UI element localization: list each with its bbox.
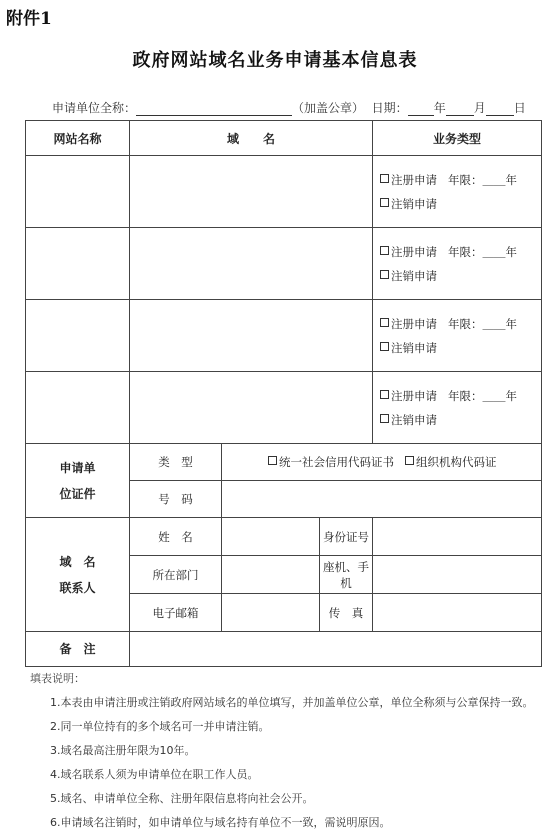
business-type-cell: [373, 228, 542, 300]
id-number-field[interactable]: [373, 518, 542, 556]
header-business-type: 业务类型: [373, 121, 542, 156]
instruction-item: 3.域名最高注册年限为10年。: [50, 744, 196, 757]
credential-number-label: 号 码: [130, 481, 222, 518]
day-label: 日: [513, 101, 526, 115]
month-field[interactable]: [446, 102, 474, 116]
domain-cell[interactable]: [130, 228, 373, 300]
domain-cell[interactable]: [130, 300, 373, 372]
instruction-item: 1.本表由申请注册或注销政府网站域名的单位填写，并加盖单位公章，单位全称须与公章保持一致。: [50, 696, 534, 709]
header-site-name: 网站名称: [26, 121, 130, 156]
date-label: 日期：: [371, 101, 408, 115]
cancel-checkbox[interactable]: [380, 342, 389, 351]
contact-label-line2: 联系人: [59, 580, 96, 595]
cancel-label: 注销申请: [391, 340, 438, 355]
site-name-cell[interactable]: [26, 156, 130, 228]
form-title: 政府网站域名业务申请基本信息表: [132, 50, 418, 71]
register-label: 注册申请: [391, 172, 438, 187]
contact-label-line1: 域 名: [59, 554, 96, 569]
register-checkbox[interactable]: [380, 174, 389, 183]
register-label: 注册申请: [391, 244, 438, 259]
cancel-checkbox[interactable]: [380, 414, 389, 423]
email-field[interactable]: [222, 594, 320, 632]
site-name-cell[interactable]: [26, 300, 130, 372]
cancel-checkbox[interactable]: [380, 198, 389, 207]
seal-note: （加盖公章）: [292, 101, 365, 115]
attachment-label: 附件1: [6, 9, 52, 29]
header-domain: 域 名: [130, 121, 373, 156]
remarks-label: 备 注: [26, 632, 130, 667]
instruction-item: 4.域名联系人须为申请单位在职工作人员。: [50, 768, 259, 781]
fax-field[interactable]: [373, 594, 542, 632]
instruction-item: 5.域名、申请单位全称、注册年限信息将向社会公开。: [50, 792, 314, 805]
site-name-cell[interactable]: [26, 228, 130, 300]
table-header-row: [26, 121, 542, 156]
email-label: 电子邮箱: [130, 594, 222, 632]
department-field[interactable]: [222, 556, 320, 594]
register-checkbox[interactable]: [380, 390, 389, 399]
register-checkbox[interactable]: [380, 246, 389, 255]
cancel-label: 注销申请: [391, 268, 438, 283]
register-label: 注册申请: [391, 388, 438, 403]
instruction-item: 2.同一单位持有的多个域名可一并申请注销。: [50, 720, 270, 733]
instructions-heading: 填表说明：: [30, 672, 85, 685]
credential-type-options: [222, 444, 542, 481]
years-label: 年限：＿＿年: [448, 244, 517, 259]
contact-name-label: 姓 名: [130, 518, 222, 556]
credential-label-line2: 位证件: [59, 486, 96, 501]
remarks-field[interactable]: [130, 632, 542, 667]
site-row: [26, 300, 542, 372]
fill-instructions: [30, 670, 534, 829]
id-number-label: 身份证号: [320, 518, 373, 556]
register-checkbox[interactable]: [380, 318, 389, 327]
fax-label: 传 真: [320, 594, 373, 632]
applicant-unit-field[interactable]: [136, 102, 292, 116]
month-label: 月: [473, 101, 486, 115]
department-label: 所在部门: [130, 556, 222, 594]
credential-type-row: [26, 444, 542, 481]
phone-label: 座机、手机: [320, 556, 373, 594]
applicant-line: [52, 99, 526, 116]
org-code-label: 组织机构代码证: [415, 455, 497, 469]
site-row: [26, 228, 542, 300]
year-field[interactable]: [408, 102, 434, 116]
cancel-checkbox[interactable]: [380, 270, 389, 279]
year-label: 年: [433, 101, 446, 115]
contact-label: [26, 518, 130, 632]
domain-cell[interactable]: [130, 156, 373, 228]
business-type-cell: [373, 300, 542, 372]
register-label: 注册申请: [391, 316, 438, 331]
org-code-checkbox[interactable]: [405, 456, 414, 465]
years-label: 年限：＿＿年: [448, 172, 517, 187]
contact-name-field[interactable]: [222, 518, 320, 556]
credit-code-checkbox[interactable]: [268, 456, 277, 465]
credential-label: [26, 444, 130, 518]
contact-row-name: [26, 518, 542, 556]
domain-cell[interactable]: [130, 372, 373, 444]
cancel-label: 注销申请: [391, 412, 438, 427]
credential-label-line1: 申请单: [59, 460, 96, 475]
cancel-label: 注销申请: [391, 196, 438, 211]
business-type-cell: [373, 372, 542, 444]
day-field[interactable]: [486, 102, 514, 116]
phone-field[interactable]: [373, 556, 542, 594]
instruction-item: 6.申请域名注销时，如申请单位与域名持有单位不一致，需说明原因。: [50, 816, 391, 829]
site-name-cell[interactable]: [26, 372, 130, 444]
remarks-row: [26, 632, 542, 667]
years-label: 年限：＿＿年: [448, 316, 517, 331]
credential-type-label: 类 型: [130, 444, 222, 481]
info-table: [25, 120, 542, 667]
site-row: [26, 156, 542, 228]
credential-number-field[interactable]: [222, 481, 542, 518]
site-row: [26, 372, 542, 444]
years-label: 年限：＿＿年: [448, 388, 517, 403]
applicant-unit-label: 申请单位全称：: [52, 101, 137, 115]
business-type-cell: [373, 156, 542, 228]
credit-code-label: 统一社会信用代码证书: [279, 455, 394, 469]
